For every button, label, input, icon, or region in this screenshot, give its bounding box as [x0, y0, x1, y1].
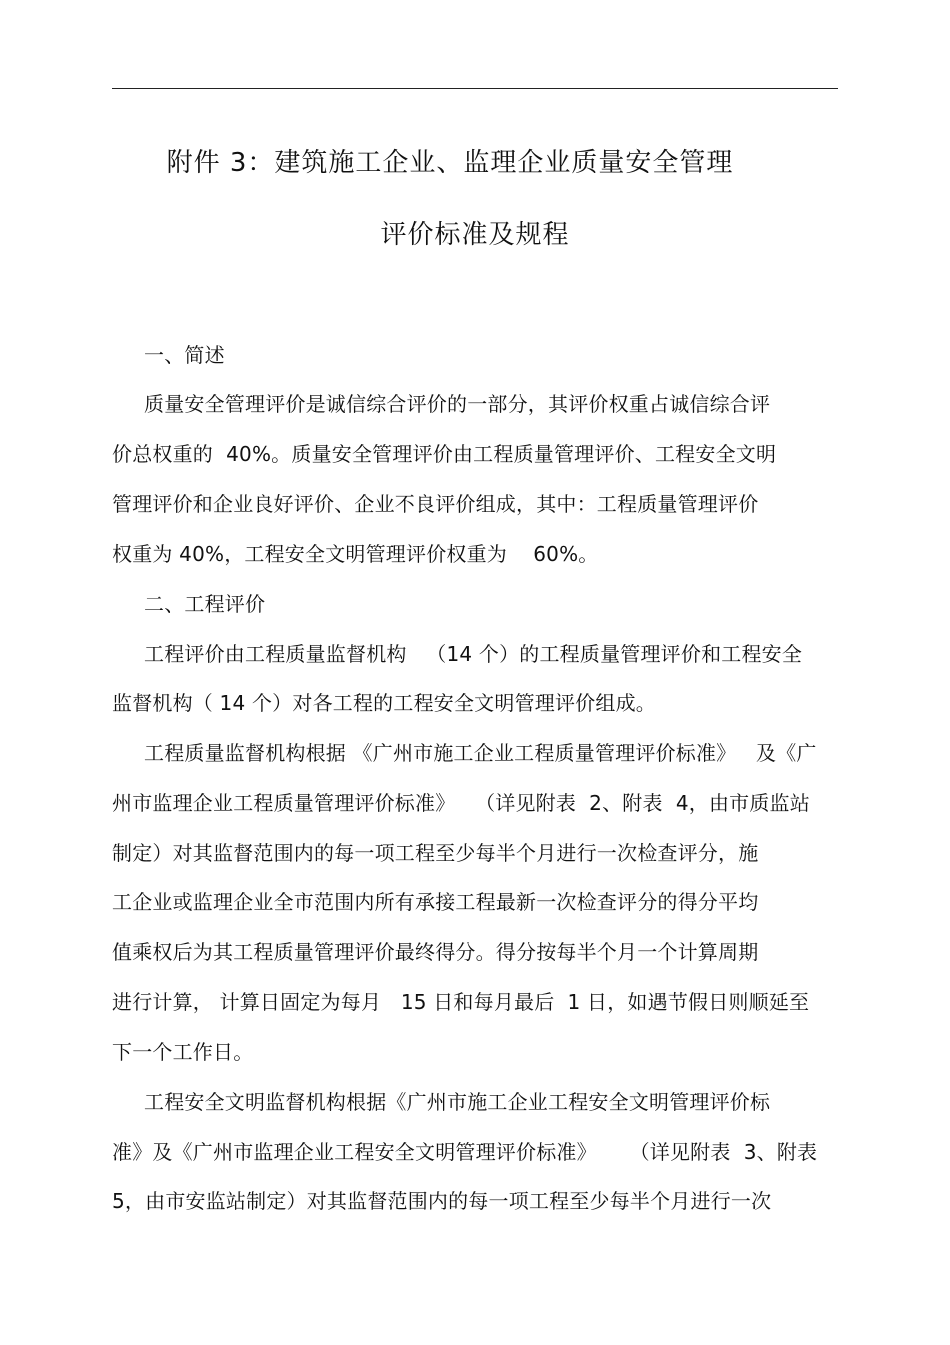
- section-heading-overview: 一、简述: [144, 343, 225, 367]
- paragraph-line: 值乘权后为其工程质量管理评价最终得分。得分按每半个月一个计算周期: [112, 940, 759, 964]
- paragraph-line: 工程质量监督机构根据 《广州市施工企业工程质量管理评价标准》 及《广: [144, 741, 817, 765]
- paragraph-line: 州市监理企业工程质量管理评价标准》 （详见附表 2、附表 4，由市质监站: [112, 791, 810, 815]
- header-rule: [112, 88, 838, 89]
- paragraph-line: 准》及《广州市监理企业工程安全文明管理评价标准》 （详见附表 3、附表: [112, 1140, 818, 1164]
- document-subtitle: 评价标准及规程: [380, 220, 570, 250]
- paragraph-line: 质量安全管理评价是诚信综合评价的一部分，其评价权重占诚信综合评: [144, 392, 771, 416]
- paragraph-line: 制定）对其监督范围内的每一项工程至少每半个月进行一次检查评分，施: [112, 841, 759, 865]
- paragraph-line: 下一个工作日。: [112, 1040, 254, 1064]
- paragraph-line: 价总权重的 40%。质量安全管理评价由工程质量管理评价、工程安全文明: [112, 442, 777, 466]
- paragraph-line: 工企业或监理企业全市范围内所有承接工程最新一次检查评分的得分平均: [112, 890, 759, 914]
- paragraph-line: 工程评价由工程质量监督机构 （14 个）的工程质量管理评价和工程安全: [144, 642, 803, 666]
- section-heading-project-evaluation: 二、工程评价: [144, 592, 266, 616]
- paragraph-line: 5，由市安监站制定）对其监督范围内的每一项工程至少每半个月进行一次: [112, 1189, 772, 1213]
- paragraph-line: 权重为 40%，工程安全文明管理评价权重为 60%。: [112, 542, 599, 566]
- document-title: 附件 3：建筑施工企业、监理企业质量安全管理: [166, 148, 734, 178]
- paragraph-line: 工程安全文明监督机构根据《广州市施工企业工程安全文明管理评价标: [144, 1090, 771, 1114]
- paragraph-line: 进行计算， 计算日固定为每月 15 日和每月最后 1 日，如遇节假日则顺延至: [112, 990, 810, 1014]
- paragraph-line: 监督机构（ 14 个）对各工程的工程安全文明管理评价组成。: [112, 691, 656, 715]
- paragraph-line: 管理评价和企业良好评价、企业不良评价组成，其中：工程质量管理评价: [112, 492, 759, 516]
